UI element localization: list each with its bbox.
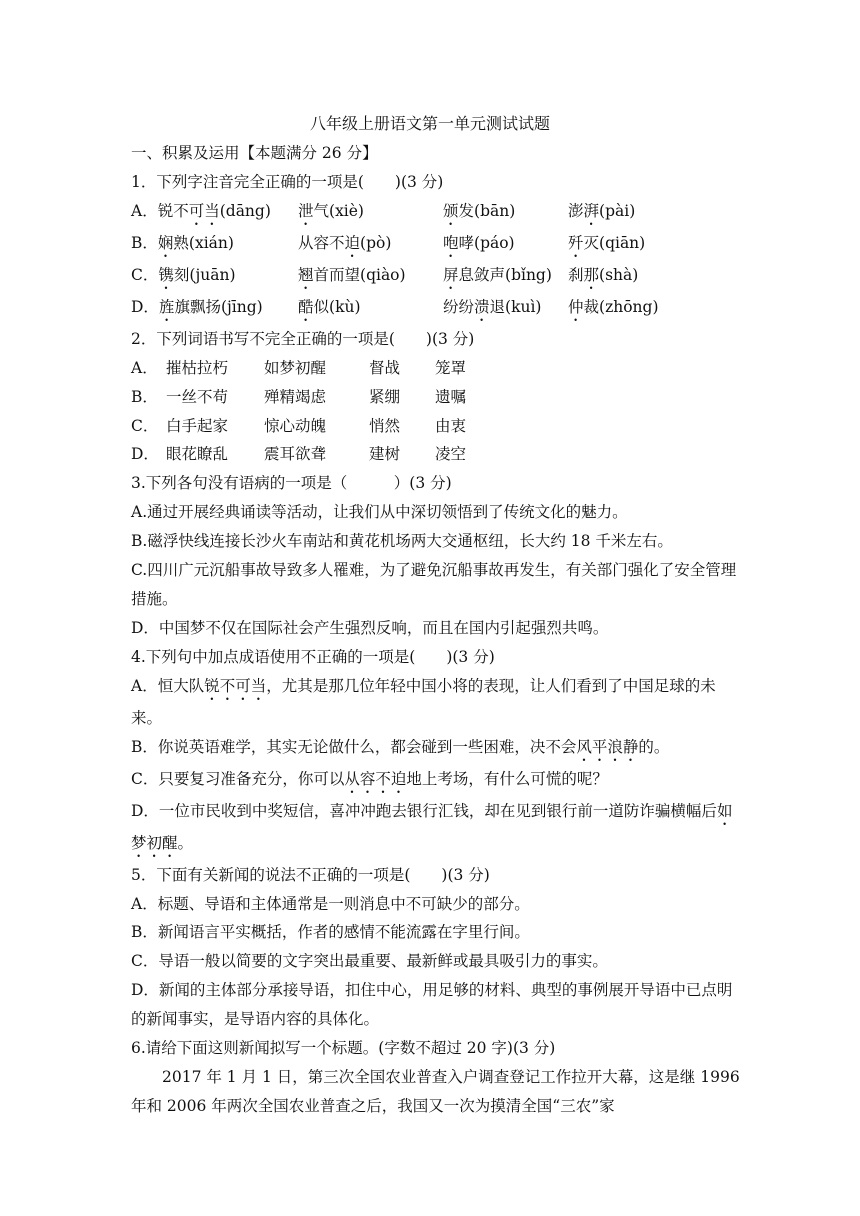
word: 紧绷 xyxy=(369,387,401,406)
text: 地上考场，有什么可慌的呢？ xyxy=(406,769,608,788)
q2-option-b xyxy=(131,383,741,412)
q1-option-d xyxy=(131,293,741,325)
q1-c-item: 刹那(shà) xyxy=(568,265,639,284)
q1-c-item: 翘首而望(qiào) xyxy=(298,265,406,284)
q2-option-a xyxy=(131,354,741,383)
dotted-idiom: 从容不迫 xyxy=(344,769,407,788)
q6-stem: 6.请给下面这则新闻拟写一个标题。(字数不超过 20 字)(3 分) xyxy=(131,1039,556,1058)
q1-c-item: C．镌刻(juān) xyxy=(131,265,236,284)
q4-option-d xyxy=(131,797,741,861)
q5-stem: 5．下面有关新闻的说法不正确的一项是( )(3 分) xyxy=(131,865,490,884)
text: D．一位市民收到中奖短信，喜冲冲跑去银行汇钱，却在见到银行前一道防诈骗横幅后 xyxy=(131,801,717,820)
q1-a-item: 泄气(xiè) xyxy=(298,201,364,220)
word: 殚精竭虑 xyxy=(264,387,327,406)
q5-option-c: C．导语一般以简要的文字突出最重要、最新鲜或最具吸引力的事实。 xyxy=(131,952,608,971)
word: 凌空 xyxy=(435,445,467,464)
text: 。 xyxy=(177,833,194,852)
word: 一丝不苟 xyxy=(166,387,229,406)
word: 震耳欲聋 xyxy=(264,445,327,464)
word: 摧枯拉朽 xyxy=(166,358,229,377)
text: B．你说英语难学，其实无论做什么，都会碰到一些困难，决不会 xyxy=(131,737,577,756)
text: C．只要复习准备充分，你可以 xyxy=(131,769,345,788)
q1-stem: 1．下列字注音完全正确的一项是( )(3 分) xyxy=(131,172,444,191)
option-letter: C． xyxy=(131,416,159,435)
q1-d-item: 纷纷溃退(kuì) xyxy=(443,297,542,316)
word: 眼花瞭乱 xyxy=(166,445,229,464)
q5-option-b: B．新闻语言平实概括，作者的感情不能流露在字里行间。 xyxy=(131,923,530,942)
q1-a-item: 澎湃(pài) xyxy=(568,201,636,220)
q3-option-c: C.四川广元沉船事故导致多人罹难，为了避免沉船事故再发生，有关部门强化了安全管理措施。 xyxy=(131,561,737,608)
q1-b-item: 歼灭(qiān) xyxy=(568,233,646,252)
q1-a-item: A．锐不可当(dāng) xyxy=(131,201,271,220)
q3-option-b: B.磁浮快线连接长沙火车南站和黄花机场两大交通枢纽，长大约 18 千米左右。 xyxy=(131,532,673,551)
dotted-idiom: 风平浪静 xyxy=(576,737,639,756)
word: 如梦初醒 xyxy=(264,358,327,377)
q1-option-c xyxy=(131,261,741,293)
q2-stem: 2．下列词语书写不完全正确的一项是( )(3 分) xyxy=(131,329,475,348)
dotted-idiom: 锐不可当 xyxy=(204,676,267,695)
option-letter: A． xyxy=(131,358,158,377)
q1-b-item: 咆哮(páo) xyxy=(443,233,515,252)
q4-option-a xyxy=(131,672,741,733)
text: A．恒大队 xyxy=(131,676,205,695)
q1-d-item: 仲裁(zhōng) xyxy=(568,297,659,316)
dotted-idiom: 如梦初醒 xyxy=(131,801,733,852)
word: 悄然 xyxy=(369,416,401,435)
q1-option-a xyxy=(131,197,741,229)
word: 由衷 xyxy=(435,416,467,435)
exam-content xyxy=(131,139,741,1121)
section-heading: 一、积累及运用【本题满分 26 分】 xyxy=(131,144,378,162)
word: 督战 xyxy=(369,358,401,377)
q3-option-d: D．中国梦不仅在国际社会产生强烈反响，而且在国内引起强烈共鸣。 xyxy=(131,618,609,637)
q3-option-a: A.通过开展经典诵读等活动，让我们从中深切领悟到了传统文化的魅力。 xyxy=(131,503,628,522)
word: 笼罩 xyxy=(435,358,467,377)
q1-option-b xyxy=(131,229,741,261)
q5-option-d: D．新闻的主体部分承接导语，扣住中心，用足够的材料、典型的事例展开导语中已点明的新闻事实，是导语内容的具体化。 xyxy=(131,981,733,1029)
word: 遗嘱 xyxy=(435,387,467,406)
q1-d-item: 酷似(kù) xyxy=(298,297,361,316)
page-title: 八年级上册语文第一单元测试试题 xyxy=(309,114,550,133)
text: 的。 xyxy=(638,737,670,756)
option-letter: B． xyxy=(131,387,158,406)
word: 惊心动魄 xyxy=(264,416,327,435)
q2-option-d xyxy=(131,440,741,469)
q4-option-b xyxy=(131,733,741,765)
q2-option-c xyxy=(131,412,741,441)
q5-option-a: A．标题、导语和主体通常是一则消息中不可缺少的部分。 xyxy=(131,894,530,913)
option-letter: D． xyxy=(131,445,159,464)
q1-d-item: D．旌旗飘扬(jīng) xyxy=(131,297,263,316)
q1-a-item: 颁发(bān) xyxy=(443,201,516,220)
q4-stem: 4.下列句中加点成语使用不正确的一项是( )(3 分) xyxy=(131,647,495,666)
text: ，尤其是那几位年轻中国小将的表现，让人们看到了中国足球的未来。 xyxy=(131,676,716,727)
word: 建树 xyxy=(369,445,401,464)
q6-news-paragraph: 2017 年 1 月 1 日，第三次全国农业普查入户调查登记工作拉开大幕，这是继 1996 年和 2006 年两次全国农业普查之后，我国又一次为摸清全国“三农”家 xyxy=(131,1067,740,1115)
q1-b-item: B．娴熟(xián) xyxy=(131,233,234,252)
word: 白手起家 xyxy=(166,416,229,435)
q1-b-item: 从容不迫(pò) xyxy=(298,233,392,252)
q3-stem: 3.下列各句没有语病的一项是（ ）(3 分) xyxy=(131,474,452,493)
q4-option-c xyxy=(131,765,741,797)
q1-c-item: 屏息敛声(bǐng) xyxy=(443,265,552,284)
